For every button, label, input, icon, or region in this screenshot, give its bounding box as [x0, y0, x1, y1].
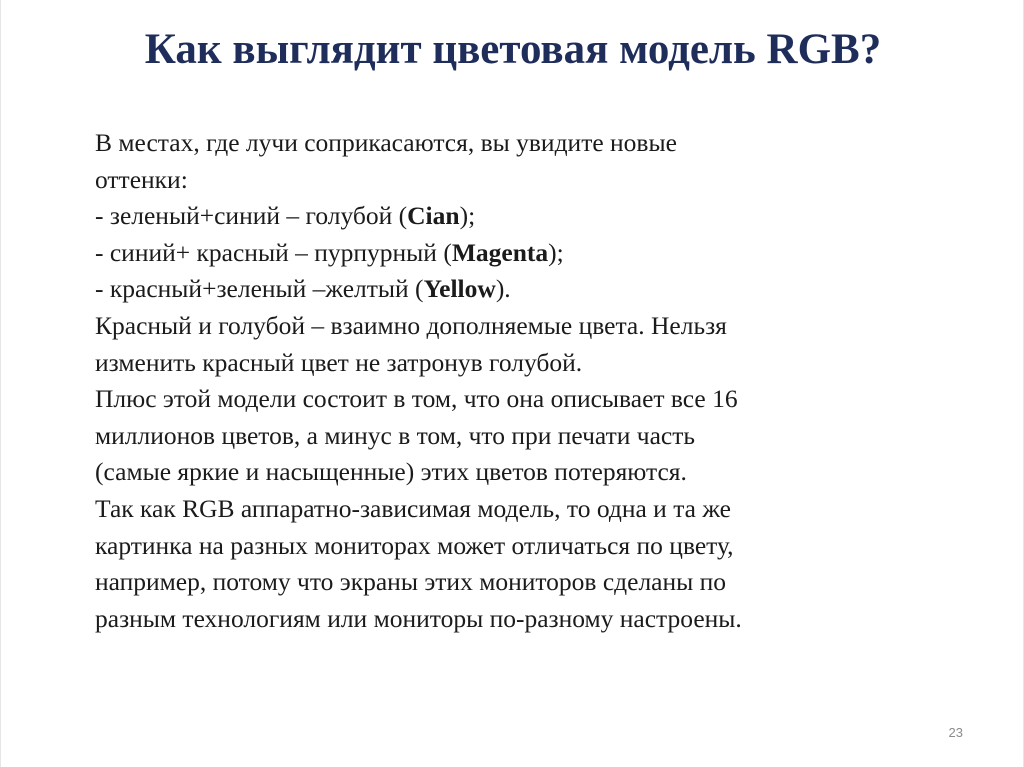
paragraph-device-dependent-line-4: разным технологиям или мониторы по-разному настроены. — [95, 603, 742, 633]
paragraph-device-dependent-line-1: Так как RGB аппаратно-зависимая модель, то одна и та же — [95, 493, 731, 523]
paragraph-complementary-line-1: Красный и голубой – взаимно дополняемые цвета. Нельзя — [95, 310, 727, 340]
slide-body — [95, 125, 935, 637]
intro-line-1: В местах, где лучи соприкасаются, вы увидите новые — [95, 128, 677, 157]
list-item-yellow-prefix: - красный+зеленый –желтый ( — [95, 274, 424, 304]
list-item-magenta-term: Magenta — [451, 237, 549, 267]
list-item-yellow — [95, 271, 935, 308]
paragraph-complementary-line-2: изменить красный цвет не затронув голубой. — [95, 347, 583, 377]
paragraph-device-dependent-line-2: картинка на разных мониторах может отличаться по цвету, — [95, 530, 734, 560]
list-item-cian-prefix: - зеленый+синий – голубой ( — [95, 201, 408, 231]
list-item-cian-suffix: ); — [459, 201, 476, 231]
paragraph-pros-cons-line-1: Плюс этой модели состоит в том, что она описывает все 16 — [95, 384, 738, 414]
slide-title: Как выглядит цветовая модель RGB? — [144, 26, 882, 73]
paragraph-pros-cons-line-2: миллионов цветов, а минус в том, что при печати часть — [95, 420, 695, 450]
intro-line-2: оттенки: — [95, 164, 188, 194]
list-item-magenta — [95, 235, 935, 272]
page-number: 23 — [948, 725, 963, 740]
list-item-yellow-term: Yellow — [423, 274, 496, 304]
list-item-yellow-suffix: ). — [495, 274, 511, 304]
list-item-magenta-prefix: - синий+ красный – пурпурный ( — [95, 237, 452, 267]
list-item-cian-term: Cian — [407, 201, 460, 231]
list-item-magenta-suffix: ); — [548, 237, 564, 267]
paragraph-device-dependent-line-3: например, потому что экраны этих мониторов сделаны по — [95, 567, 727, 597]
list-item-cian — [95, 198, 935, 235]
paragraph-pros-cons-line-3: (самые яркие и насыщенные) этих цветов потеряются. — [95, 457, 687, 487]
